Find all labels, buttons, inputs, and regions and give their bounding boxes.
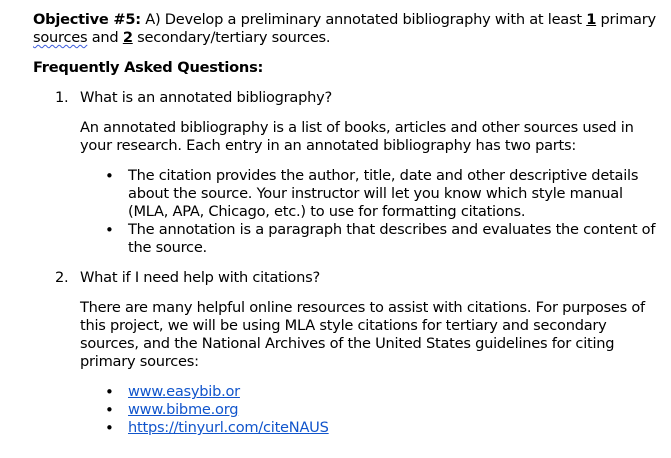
faq-question-1-text: What is an annotated bibliography? — [80, 89, 332, 106]
tinyurl-citenaus-link[interactable]: https://tinyurl.com/citeNAUS — [128, 419, 329, 436]
list-item — [128, 419, 665, 437]
objective-text-primary: primary — [596, 11, 656, 28]
objective-paragraph — [33, 11, 665, 47]
objective-label: Objective #5: — [33, 11, 141, 28]
faq-question-2 — [33, 269, 665, 287]
bibme-link[interactable]: www.bibme.org — [128, 401, 239, 418]
faq-answer-2: There are many helpful online resources to assist with citations. For purposes of this project, we will be using MLA style citations for tertiary and secondary sources, and the National Archives of the United States guidelines for citing primary sources: — [80, 299, 645, 370]
faq-answer-1: An annotated bibliography is a list of books, articles and other sources used in your research. Each entry in an annotated bibliography has two parts: — [80, 119, 634, 154]
faq-question-2-number: 2. — [55, 269, 69, 286]
objective-text-secondary: secondary/tertiary sources. — [132, 29, 331, 46]
list-item — [128, 401, 665, 419]
citation-links-list — [33, 383, 665, 437]
list-item: • The annotation is a paragraph that describes and evaluates the content of the source. — [128, 221, 665, 257]
faq-question-2-text: What if I need help with citations? — [80, 269, 320, 286]
faq-answer-1-bullets — [33, 167, 665, 257]
objective-text-and: and — [87, 29, 123, 46]
faq-question-1-number: 1. — [55, 89, 69, 106]
faq-question-1 — [33, 89, 665, 107]
faq-heading: Frequently Asked Questions: — [33, 59, 264, 76]
objective-text-before: A) Develop a preliminary annotated bibliography with at least — [140, 11, 587, 28]
list-item — [128, 383, 665, 401]
sources-word-spellcheck[interactable]: sources — [33, 29, 88, 46]
primary-count: 1 — [586, 11, 597, 28]
easybib-link[interactable]: www.easybib.or — [128, 383, 240, 400]
secondary-count: 2 — [122, 29, 133, 46]
document-body — [33, 11, 665, 437]
list-item: • The citation provides the author, title, date and other descriptive details about the source. Your instructor will let you know which style manual (MLA, APA, Chicago, etc.) to use for formatting citations. — [128, 167, 665, 221]
